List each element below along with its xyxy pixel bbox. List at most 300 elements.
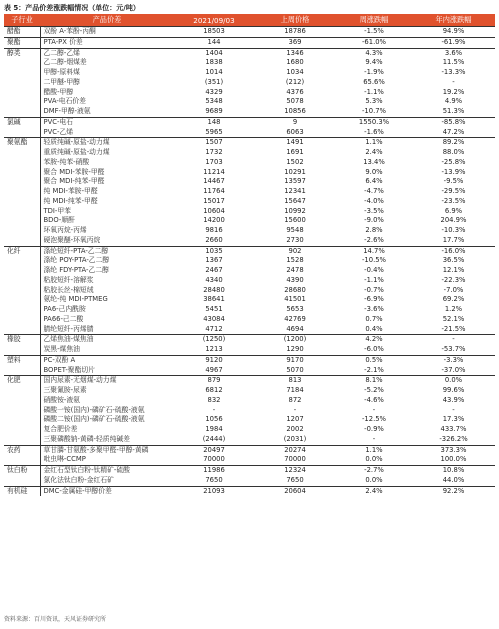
last-week-price-cell: -	[293, 405, 297, 414]
product-spread-cell: PVC-乙烯	[40, 128, 174, 138]
ytd-change-cell: 204.9%	[440, 216, 467, 225]
industry-cell: 农药	[4, 445, 40, 466]
last-week-price-cell: 9170	[254, 355, 336, 365]
table-row	[4, 148, 495, 158]
ytd-change-cell: 433.7%	[440, 425, 467, 433]
ytd-change-cell: -	[412, 335, 495, 345]
weekly-change-cell: 4.2%	[336, 335, 412, 345]
weekly-change-cell: -2.7%	[336, 466, 412, 476]
ytd-change-cell: -7.0%	[443, 285, 464, 294]
weekly-change-cell: 14.7%	[336, 246, 412, 256]
table-row	[4, 325, 495, 335]
product-spread-cell: PA66-己二酸	[40, 315, 174, 325]
last-week-price-cell: 872	[288, 395, 302, 404]
last-week-price-cell: 5653	[286, 305, 304, 313]
product-spread-cell: 粘胶短纤-溶解浆	[40, 276, 174, 286]
ytd-change-cell: 44.0%	[442, 475, 465, 484]
ytd-change-cell: -326.2%	[439, 434, 468, 443]
product-spread-cell: 复合肥价差	[40, 425, 174, 435]
table-row	[4, 128, 495, 138]
header-product-spread: 产品价差	[40, 14, 174, 27]
last-week-price-cell: 42769	[284, 314, 306, 323]
last-week-price-cell: 15600	[284, 216, 306, 225]
header-last-week-price: 上周价格	[254, 14, 336, 27]
weekly-change-cell: -10.7%	[361, 107, 387, 115]
ytd-change-cell: -85.8%	[412, 117, 495, 127]
ytd-change-cell: 36.5%	[442, 256, 465, 265]
table-row	[4, 117, 495, 127]
last-week-price-cell: 9548	[286, 226, 304, 234]
table-row	[4, 366, 495, 376]
product-spread-cell: 甲醇-原料煤	[40, 68, 174, 78]
ytd-change-cell: 4.9%	[444, 97, 463, 106]
header-ytd-change: 年内涨跌幅	[412, 14, 495, 27]
product-spread-cell: 纯 MDI-苯胺-甲醛	[40, 187, 174, 197]
product-spread-cell: 乙烯焦油-煤焦油	[40, 335, 174, 345]
current-price-cell: (2444)	[202, 434, 226, 443]
table-row	[4, 88, 495, 98]
product-spread-cell: DMC-金属硅-甲醇价差	[40, 486, 174, 496]
ytd-change-cell: -25.8%	[441, 157, 466, 166]
current-price-cell: 2467	[205, 266, 223, 274]
ytd-change-cell: 10.8%	[412, 466, 495, 476]
last-week-price-cell: 1691	[286, 148, 304, 156]
weekly-change-cell: 0.5%	[336, 355, 412, 365]
ytd-change-cell: 11.5%	[442, 58, 465, 67]
last-week-price-cell: 7184	[286, 386, 304, 394]
product-spread-cell: PA6-己内酰胺	[40, 305, 174, 315]
ytd-change-cell: 43.9%	[442, 395, 465, 404]
table-row	[4, 266, 495, 276]
table-row	[4, 207, 495, 217]
current-price-cell: 4329	[205, 87, 223, 96]
product-spread-cell: 乙二醇-乙烯	[40, 48, 174, 58]
product-spread-cell: 双酚 A-苯酚-丙酮	[40, 27, 174, 38]
current-price-cell: 148	[174, 117, 254, 127]
product-spread-cell: PVA-电石价差	[40, 97, 174, 107]
last-week-price-cell: 20274	[254, 445, 336, 455]
weekly-change-cell: -1.9%	[364, 68, 384, 76]
product-spread-cell: 涤纶 POY-PTA-乙二醇	[40, 256, 174, 266]
current-price-cell: 70000	[203, 455, 225, 464]
table-header-row	[4, 14, 495, 27]
current-price-cell: -	[212, 405, 216, 414]
current-price-cell: 5451	[205, 305, 223, 313]
current-price-cell: 6812	[205, 386, 223, 394]
current-price-cell: 21093	[174, 486, 254, 496]
weekly-change-cell: 0.4%	[365, 324, 383, 333]
last-week-price-cell: 4694	[286, 324, 304, 333]
table-row	[4, 476, 495, 486]
weekly-change-cell: -0.7%	[364, 285, 384, 294]
table-row	[4, 216, 495, 226]
ytd-change-cell: 0.0%	[412, 376, 495, 386]
product-spread-cell: 草甘膦-甘氨酸-多聚甲醛-甲醇-黄磷	[40, 445, 174, 455]
product-spread-cell: TDI-甲苯	[40, 207, 174, 217]
product-spread-cell: 氯化法钛白粉-金红石矿	[40, 476, 174, 486]
source-footnote: 资料来源：百川资讯，天风证券研究所	[4, 616, 107, 623]
weekly-change-cell: -10.5%	[361, 256, 387, 265]
weekly-change-cell: 2.4%	[336, 486, 412, 496]
ytd-change-cell: -9.5%	[443, 177, 464, 186]
weekly-change-cell: 9.4%	[365, 58, 383, 67]
current-price-cell: 5348	[205, 97, 223, 106]
table-row	[4, 97, 495, 107]
table-row	[4, 37, 495, 48]
current-price-cell: 1507	[174, 138, 254, 148]
table-row	[4, 396, 495, 406]
weekly-change-cell: 8.1%	[336, 376, 412, 386]
last-week-price-cell: 10856	[284, 107, 306, 115]
weekly-change-cell: -61.0%	[336, 37, 412, 48]
last-week-price-cell: 5070	[286, 365, 304, 374]
industry-cell: 醋酯	[4, 27, 40, 38]
product-spread-cell: 氨纶-纯 MDI-PTMEG	[40, 295, 174, 305]
current-price-cell: 832	[207, 395, 221, 404]
industry-cell: 塑料	[4, 355, 40, 376]
weekly-change-cell: -12.5%	[361, 415, 387, 424]
table-row	[4, 435, 495, 445]
weekly-change-cell: 1550.3%	[336, 117, 412, 127]
weekly-change-cell: -1.6%	[364, 127, 384, 136]
header-industry: 子行业	[4, 14, 40, 27]
last-week-price-cell: (212)	[285, 77, 305, 86]
current-price-cell: 1703	[205, 157, 223, 166]
last-week-price-cell: 2002	[286, 425, 304, 433]
last-week-price-cell: 1346	[254, 48, 336, 58]
last-week-price-cell: 9	[254, 117, 336, 127]
last-week-price-cell: 7650	[286, 475, 304, 484]
ytd-change-cell: -61.9%	[412, 37, 495, 48]
product-spread-cell: DMF-甲醇-液氨	[40, 107, 174, 117]
current-price-cell: 38641	[203, 295, 225, 304]
ytd-change-cell: 100.0%	[440, 455, 467, 464]
last-week-price-cell: 1034	[286, 68, 304, 76]
last-week-price-cell: 1528	[286, 256, 304, 265]
product-spread-cell: 粘胶长丝-棉短绒	[40, 286, 174, 296]
table-row	[4, 386, 495, 396]
current-price-cell: 11764	[203, 187, 225, 195]
industry-cell: 钛白粉	[4, 466, 40, 487]
current-price-cell: 1984	[205, 425, 223, 433]
table-row	[4, 295, 495, 305]
current-price-cell: 14200	[203, 216, 225, 225]
weekly-change-cell: -1.5%	[336, 27, 412, 38]
weekly-change-cell: 0.0%	[365, 475, 383, 484]
ytd-change-cell: 1.2%	[444, 305, 463, 313]
weekly-change-cell: 1.1%	[336, 138, 412, 148]
last-week-price-cell: 20604	[254, 486, 336, 496]
table-row	[4, 107, 495, 117]
table-row	[4, 158, 495, 168]
product-spread-cell: 醋酸-甲醇	[40, 88, 174, 98]
table-row	[4, 355, 495, 365]
product-spread-cell: 三聚磷酸钠-黄磷-轻质纯碱差	[40, 435, 174, 445]
header-weekly-change: 周涨跌幅	[336, 14, 412, 27]
weekly-change-cell: 0.0%	[365, 455, 383, 464]
last-week-price-cell: 6063	[286, 127, 304, 136]
ytd-change-cell: 19.2%	[442, 87, 465, 96]
table-row	[4, 197, 495, 207]
industry-cell: 化肥	[4, 376, 40, 445]
last-week-price-cell: 70000	[284, 455, 306, 464]
last-week-price-cell: 2730	[286, 235, 304, 244]
weekly-change-cell: -1.1%	[364, 275, 384, 284]
table-row	[4, 177, 495, 187]
weekly-change-cell: 13.4%	[363, 157, 385, 166]
last-week-price-cell: 41501	[284, 295, 306, 304]
last-week-price-cell: 28680	[284, 285, 306, 294]
table-row	[4, 335, 495, 345]
ytd-change-cell: 6.9%	[444, 206, 463, 215]
current-price-cell: 4340	[205, 275, 223, 284]
table-row	[4, 345, 495, 355]
product-spread-cell: 苯胺-纯苯-硝酸	[40, 158, 174, 168]
product-spread-cell: 涤纶短纤-PTA-乙二醇	[40, 246, 174, 256]
ytd-change-cell: 92.2%	[412, 486, 495, 496]
weekly-change-cell: -3.6%	[364, 305, 384, 313]
current-price-cell: 2660	[205, 235, 223, 244]
weekly-change-cell: -	[372, 405, 376, 414]
weekly-change-cell: 5.3%	[365, 97, 383, 106]
current-price-cell: 43084	[203, 314, 225, 323]
product-spread-cell: PVC-电石	[40, 117, 174, 127]
ytd-change-cell: 88.0%	[442, 148, 465, 156]
last-week-price-cell: 813	[254, 376, 336, 386]
industry-cell: 化纤	[4, 246, 40, 335]
table-row	[4, 256, 495, 266]
ytd-change-cell: 47.2%	[442, 127, 465, 136]
table-row	[4, 27, 495, 38]
current-price-cell: (1250)	[174, 335, 254, 345]
weekly-change-cell: -5.2%	[364, 386, 384, 394]
product-spread-cell: 硬泡聚醚-环氧丙烷	[40, 236, 174, 246]
table-row	[4, 466, 495, 476]
product-spread-cell: 重质纯碱-原盐-动力煤	[40, 148, 174, 158]
ytd-change-cell: -16.0%	[412, 246, 495, 256]
current-price-cell: 1404	[174, 48, 254, 58]
last-week-price-cell: 10992	[284, 206, 306, 215]
table-row	[4, 305, 495, 315]
table-row	[4, 406, 495, 416]
table-row	[4, 286, 495, 296]
current-price-cell: 14467	[203, 177, 225, 186]
weekly-change-cell: -	[372, 434, 376, 443]
product-spread-cell: 轻质纯碱-原盐-动力煤	[40, 138, 174, 148]
weekly-change-cell: -6.0%	[364, 345, 384, 353]
product-spread-cell: 环氧丙烷-丙烯	[40, 226, 174, 236]
weekly-change-cell: -4.6%	[364, 395, 384, 404]
ytd-change-cell: -10.3%	[441, 226, 466, 234]
product-spread-cell: 三聚氰胺-尿素	[40, 386, 174, 396]
table-row	[4, 455, 495, 465]
current-price-cell: 1732	[205, 148, 223, 156]
last-week-price-cell: 4376	[286, 87, 304, 96]
current-price-cell: 1367	[205, 256, 223, 265]
product-spread-cell: 吡虫啉-CCMP	[40, 455, 174, 465]
weekly-change-cell: 0.7%	[365, 314, 383, 323]
product-spread-cell: 磷酸二铵(国内)-磷矿石-硫酸-液氨	[40, 415, 174, 425]
ytd-change-cell: -	[452, 77, 455, 86]
current-price-cell: 11214	[203, 167, 225, 176]
weekly-change-cell: -9.0%	[364, 216, 384, 225]
table-title: 表 5：产品价差涨跌幅情况（单位：元/吨）	[4, 4, 140, 12]
last-week-price-cell: 902	[254, 246, 336, 256]
product-spread-cell: 金红石型钛白粉-钛精矿-硫酸	[40, 466, 174, 476]
ytd-change-cell: 89.2%	[412, 138, 495, 148]
last-week-price-cell: 369	[254, 37, 336, 48]
table-row	[4, 226, 495, 236]
last-week-price-cell: 1290	[286, 345, 304, 353]
ytd-change-cell: 99.6%	[442, 386, 465, 394]
current-price-cell: 20497	[174, 445, 254, 455]
product-spread-cell: 硝酸铵-液氨	[40, 396, 174, 406]
industry-cell: 醇类	[4, 48, 40, 117]
ytd-change-cell: -29.5%	[441, 187, 466, 195]
current-price-cell: 1014	[205, 68, 223, 76]
product-spread-cell: 纯 MDI-纯苯-甲醛	[40, 197, 174, 207]
product-spread-cell: BOPET-聚酯切片	[40, 366, 174, 376]
ytd-change-cell: -13.3%	[441, 68, 466, 76]
ytd-change-cell: 52.1%	[442, 314, 465, 323]
ytd-change-cell: 69.2%	[442, 295, 465, 304]
weekly-change-cell: 4.3%	[336, 48, 412, 58]
last-week-price-cell: 4390	[286, 275, 304, 284]
industry-cell: 聚酯	[4, 37, 40, 48]
last-week-price-cell: 1680	[286, 58, 304, 67]
industry-cell: 聚氨酯	[4, 138, 40, 246]
ytd-change-cell: -22.3%	[441, 275, 466, 284]
weekly-change-cell: -2.1%	[364, 365, 384, 374]
current-price-cell: 28480	[203, 285, 225, 294]
ytd-change-cell: 51.3%	[442, 107, 465, 115]
current-price-cell: 7650	[205, 475, 223, 484]
table-row	[4, 486, 495, 496]
table-row	[4, 246, 495, 256]
weekly-change-cell: -1.1%	[364, 87, 384, 96]
last-week-price-cell: (2031)	[283, 434, 307, 443]
weekly-change-cell: 65.6%	[363, 77, 385, 86]
last-week-price-cell: 5078	[286, 97, 304, 106]
product-spread-cell: BDO-顺酐	[40, 216, 174, 226]
product-spread-cell: 国内尿素-无烟煤-动力煤	[40, 376, 174, 386]
weekly-change-cell: -4.0%	[364, 196, 384, 205]
last-week-price-cell: 10291	[284, 167, 306, 176]
table-body	[4, 27, 495, 497]
weekly-change-cell: -3.5%	[364, 206, 384, 215]
table-row	[4, 138, 495, 148]
weekly-change-cell: -2.6%	[364, 235, 384, 244]
last-week-price-cell: 12341	[284, 187, 306, 195]
weekly-change-cell: 2.8%	[365, 226, 383, 234]
table-row	[4, 58, 495, 68]
product-spread-cell: 二甲醚-甲醇	[40, 78, 174, 88]
industry-cell: 氯碱	[4, 117, 40, 138]
last-week-price-cell: 13597	[284, 177, 306, 186]
current-price-cell: 1056	[205, 415, 223, 424]
ytd-change-cell: -37.0%	[441, 365, 466, 374]
last-week-price-cell: 1207	[286, 415, 304, 424]
table-row	[4, 168, 495, 178]
header-current-date: 2021/09/03	[174, 14, 254, 27]
table-row	[4, 425, 495, 435]
current-price-cell: 879	[174, 376, 254, 386]
ytd-change-cell: 94.9%	[412, 27, 495, 38]
current-price-cell: (351)	[204, 77, 224, 86]
ytd-change-cell: -23.5%	[441, 196, 466, 205]
current-price-cell: 4967	[205, 365, 223, 374]
ytd-change-cell: 12.1%	[442, 266, 465, 274]
last-week-price-cell: 12324	[254, 466, 336, 476]
weekly-change-cell: -6.9%	[364, 295, 384, 304]
ytd-change-cell: -21.5%	[441, 324, 466, 333]
weekly-change-cell: -0.9%	[364, 425, 384, 433]
last-week-price-cell: 1502	[286, 157, 304, 166]
industry-cell: 有机硅	[4, 486, 40, 496]
current-price-cell: 4712	[205, 324, 223, 333]
table-row	[4, 236, 495, 246]
ytd-change-cell: -	[452, 405, 455, 414]
industry-cell: 橡胶	[4, 335, 40, 356]
current-price-cell: 1838	[205, 58, 223, 67]
ytd-change-cell: 17.3%	[442, 415, 465, 424]
current-price-cell: 1213	[205, 345, 223, 353]
table-row	[4, 68, 495, 78]
table-row	[4, 187, 495, 197]
price-spread-table	[4, 14, 495, 496]
weekly-change-cell: 2.4%	[365, 148, 383, 156]
last-week-price-cell: 18786	[254, 27, 336, 38]
table-row	[4, 376, 495, 386]
table-row	[4, 78, 495, 88]
product-spread-cell: 腈纶短纤-丙烯腈	[40, 325, 174, 335]
current-price-cell: 5965	[205, 127, 223, 136]
product-spread-cell: 磷酸一铵(国内)-磷矿石-硫酸-液氨	[40, 406, 174, 416]
product-spread-cell: PC-双酚 A	[40, 355, 174, 365]
last-week-price-cell: 2478	[286, 266, 304, 274]
last-week-price-cell: 15647	[284, 196, 306, 205]
weekly-change-cell: 1.1%	[336, 445, 412, 455]
weekly-change-cell: 9.0%	[365, 167, 383, 176]
current-price-cell: 18503	[174, 27, 254, 38]
current-price-cell: 9120	[174, 355, 254, 365]
ytd-change-cell: 373.3%	[412, 445, 495, 455]
table-row	[4, 276, 495, 286]
ytd-change-cell: -53.7%	[441, 345, 466, 353]
product-spread-cell: 涤纶 FDY-PTA-乙二醇	[40, 266, 174, 276]
weekly-change-cell: 6.4%	[365, 177, 383, 186]
current-price-cell: 15017	[203, 196, 225, 205]
current-price-cell: 144	[174, 37, 254, 48]
ytd-change-cell: 17.7%	[442, 235, 465, 244]
ytd-change-cell: 3.6%	[412, 48, 495, 58]
table-row	[4, 415, 495, 425]
product-spread-cell: 聚合 MDI-纯苯-甲醛	[40, 177, 174, 187]
current-price-cell: 10604	[203, 206, 225, 215]
product-spread-cell: PTA-PX 价差	[40, 37, 174, 48]
weekly-change-cell: -4.7%	[364, 187, 384, 195]
table-row	[4, 48, 495, 58]
product-spread-cell: 炭黑-煤焦油	[40, 345, 174, 355]
current-price-cell: 11986	[174, 466, 254, 476]
current-price-cell: 1035	[174, 246, 254, 256]
product-spread-cell: 聚合 MDI-苯胺-甲醛	[40, 168, 174, 178]
current-price-cell: 9689	[205, 107, 223, 115]
current-price-cell: 9816	[205, 226, 223, 234]
table-row	[4, 445, 495, 455]
table-row	[4, 315, 495, 325]
ytd-change-cell: -3.3%	[412, 355, 495, 365]
